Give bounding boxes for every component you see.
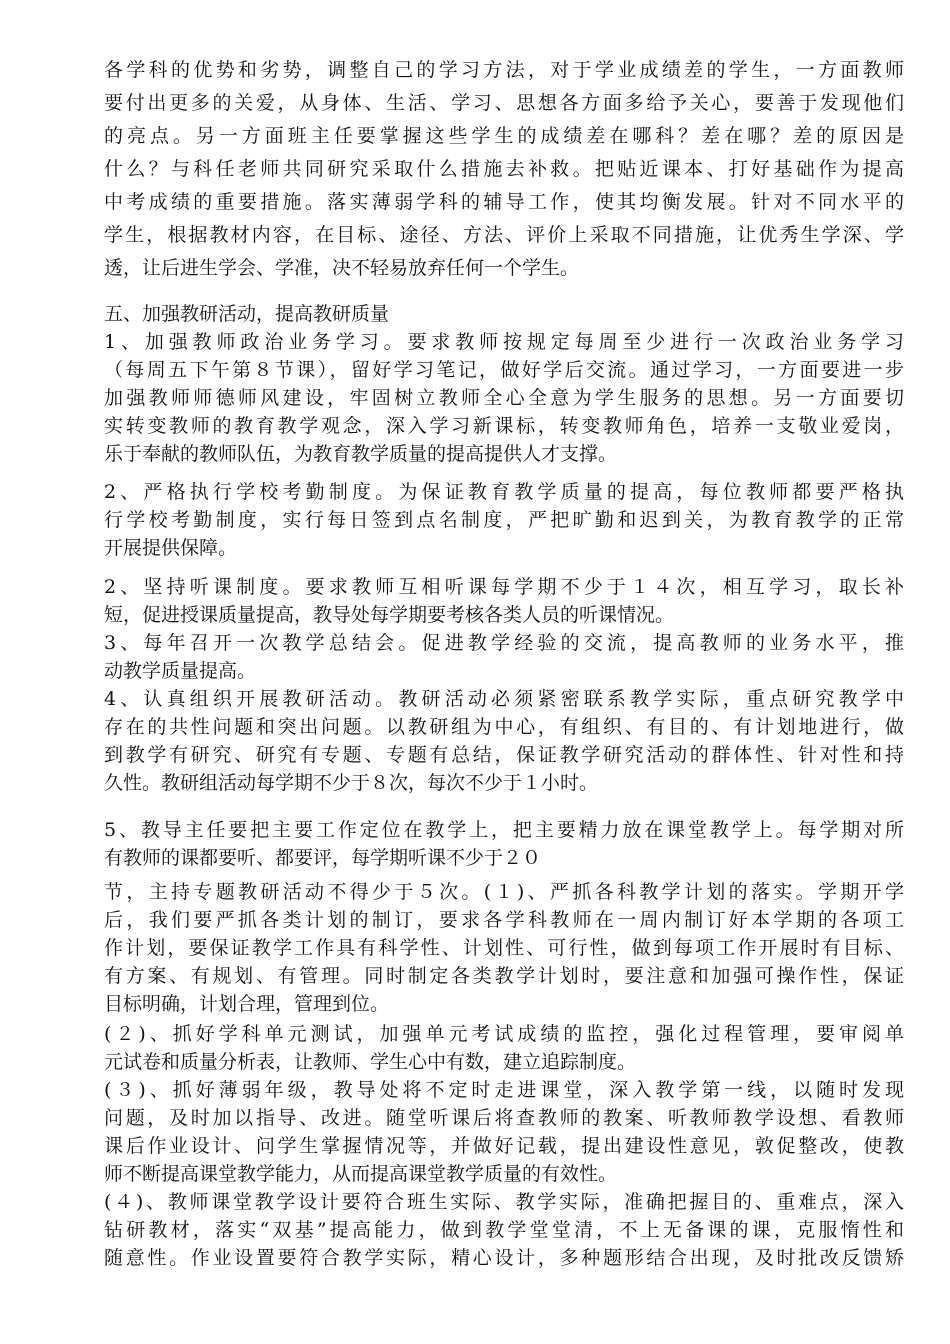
text-line: 钻研教材，落实“双基”提高能力，做到教学堂堂清，不上无备课的课，克服惰性和 <box>104 1219 904 1241</box>
text-line: 4、认真组织开展教研活动。教研活动必须紧密联系教学实际，重点研究教学中 <box>104 688 904 710</box>
text-line: 乐于奉献的教师队伍，为教育教学质量的提高提供人才支撑。 <box>104 443 618 465</box>
text-line: 实转变教师的教育教学观念，深入学习新课标，转变教师角色，培养一支敬业爱岗， <box>104 415 904 437</box>
text-line: 目标明确，计划合理，管理到位。 <box>104 993 390 1015</box>
text-line: 透，让后进生学会、学准，决不轻易放弃任何一个学生。 <box>104 257 580 279</box>
text-line: 中考成绩的重要措施。落实薄弱学科的辅导工作，使其均衡发展。针对不同水平的 <box>104 191 904 213</box>
text-line: 学生，根据教材内容，在目标、途径、方法、评价上采取不同措施，让优秀生学深、学 <box>104 224 904 246</box>
text-line: 5、教导主任要把主要工作定位在教学上，把主要精力放在课堂教学上。每学期对所 <box>104 819 904 841</box>
text-line: 行学校考勤制度，实行每日签到点名制度，严把旷勤和迟到关，为教育教学的正常 <box>104 509 904 531</box>
text-line: 加强教师师德师风建设，牢固树立教师全心全意为学生服务的思想。另一方面要切 <box>104 387 904 409</box>
text-line: 开展提供保障。 <box>104 537 238 559</box>
text-line: 课后作业设计、问学生掌握情况等，并做好记载，提出建设性意见，敦促整改，使教 <box>104 1135 904 1157</box>
text-line: 动教学质量提高。 <box>104 660 257 682</box>
text-line: 短，促进授课质量提高，教导处每学期要考核各类人员的听课情况。 <box>104 604 675 626</box>
section-heading: 五、加强教研活动，提高教研质量 <box>104 303 390 325</box>
text-line: 2、严格执行学校考勤制度。为保证教育教学质量的提高，每位教师都要严格执 <box>104 481 904 503</box>
text-line: 的亮点。另一方面班主任要掌握这些学生的成绩差在哪科？差在哪？差的原因是 <box>104 125 904 147</box>
text-line: 要付出更多的关爱，从身体、生活、学习、思想各方面多给予关心，要善于发现他们 <box>104 92 904 114</box>
text-line: (３)、抓好薄弱年级，教导处将不定时走进课堂，深入教学第一线，以随时发现 <box>104 1079 904 1101</box>
text-line: (４)、教师课堂教学设计要符合班生实际、教学实际，准确把握目的、重难点，深入 <box>104 1191 904 1213</box>
text-line: 2、坚持听课制度。要求教师互相听课每学期不少于１４次，相互学习，取长补 <box>104 576 904 598</box>
text-line: 元试卷和质量分析表，让教师、学生心中有数，建立追踪制度。 <box>104 1051 637 1073</box>
text-line: 到教学有研究、研究有专题、专题有总结，保证教学研究活动的群体性、针对性和持 <box>104 744 904 766</box>
text-line: 随意性。作业设置要符合教学实际，精心设计，多种题形结合出现，及时批改反馈矫 <box>104 1247 904 1269</box>
text-line: 后，我们要严抓各类计划的制订，要求各学科教师在一周内制订好本学期的各项工 <box>104 909 904 931</box>
text-line: （每周五下午第８节课），留好学习笔记，做好学后交流。通过学习，一方面要进一步 <box>104 359 904 381</box>
text-line: 1、加强教师政治业务学习。要求教师按规定每周至少进行一次政治业务学习 <box>104 331 904 353</box>
text-line: 3、每年召开一次教学总结会。促进教学经验的交流，提高教师的业务水平，推 <box>104 632 904 654</box>
text-line: 什么？与科任老师共同研究采取什么措施去补救。把贴近课本、打好基础作为提高 <box>104 158 904 180</box>
text-line: 作计划，要保证教学工作具有科学性、计划性、可行性，做到每项工作开展时有目标、 <box>104 937 904 959</box>
text-line: 有教师的课都要听、都要评，每学期听课不少于２０ <box>104 847 542 869</box>
text-line: 问题，及时加以指导、改进。随堂听课后将查教师的教案、听教师教学设想、看教师 <box>104 1107 904 1129</box>
text-line: 久性。教研组活动每学期不少于８次，每次不少于１小时。 <box>104 772 599 794</box>
text-line: 师不断提高课堂教学能力，从而提高课堂教学质量的有效性。 <box>104 1163 618 1185</box>
text-line: (２)、抓好学科单元测试，加强单元考试成绩的监控，强化过程管理，要审阅单 <box>104 1023 904 1045</box>
text-line: 有方案、有规划、有管理。同时制定各类教学计划时，要注意和加强可操作性，保证 <box>104 965 904 987</box>
text-line: 存在的共性问题和突出问题。以教研组为中心，有组织、有目的、有计划地进行，做 <box>104 716 904 738</box>
text-line: 节，主持专题教研活动不得少于５次。(１)、严抓各科教学计划的落实。学期开学 <box>104 881 904 903</box>
text-line: 各学科的优势和劣势，调整自己的学习方法，对于学业成绩差的学生，一方面教师 <box>104 59 904 81</box>
